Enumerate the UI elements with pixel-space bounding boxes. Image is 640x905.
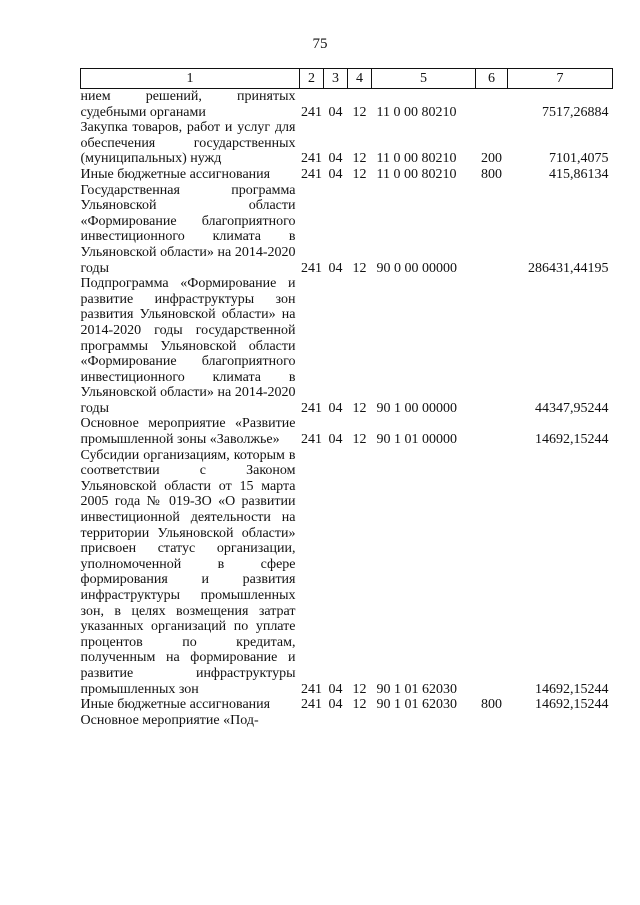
row-code-target: 11 0 00 80210 [376,151,457,167]
row-code-ministry: 241 [301,260,322,276]
column-header: 4 [348,69,372,89]
row-code-target: 90 1 01 62030 [376,697,457,713]
row-name: Иные бюджетные ассигнования [80,697,271,713]
row-amount: 7101,4075 [549,151,609,167]
row-code-subsection: 12 [352,432,367,448]
row-code-section: 04 [328,104,343,120]
row-code-subsection: 12 [352,400,367,416]
table-row [81,416,613,447]
row-code-target: 90 1 00 00000 [376,400,457,416]
row-amount: 44347,95244 [535,400,609,416]
row-name: Иные бюджетные ассигнования [80,166,271,182]
row-code-ministry: 241 [301,400,322,416]
column-header: 3 [324,69,348,89]
table-row [81,713,613,729]
row-code-target [372,713,476,729]
row-code-section: 04 [328,260,343,276]
row-code-expense-type [476,416,508,447]
row-amount: 14692,15244 [535,681,609,697]
row-name: Закупка товаров, работ и услуг для обеспечения государственных (муниципальных) нужд [80,120,296,167]
column-header: 2 [300,69,324,89]
budget-table [80,68,613,728]
row-amount: 14692,15244 [535,432,609,448]
row-code-expense-type [476,276,508,416]
table-row [81,183,613,277]
column-header: 7 [508,69,613,89]
column-header: 6 [476,69,508,89]
row-code-section: 04 [328,151,343,167]
row-name: Основное мероприятие «Под- [80,712,259,728]
row-code-subsection [348,713,372,729]
row-name: Субсидии организациям, которым в соответствии с Законом Ульяновской области от 15 марта 2005 года № 019-ЗО «О развитии инвестиционной деятельности на территории Ульяновской области» присвоен статус организации, уполномоченной в сфере формирования и развития инфраструктуры промышленных зон, в целях возмещения затрат указанных организаций по уплате процентов по кредитам, полученным на формирование и развитие инфраструктуры промышленных зон [80,447,296,697]
row-code-target: 90 1 01 00000 [376,432,457,448]
row-name: Государственная программа Ульяновской области «Формирование благоприятного инвестиционного климата в Ульяновской области» на 2014-2020 годы [80,182,296,276]
row-code-expense-type [476,89,508,121]
row-code-expense-type: 800 [481,166,502,182]
row-code-section: 04 [328,681,343,697]
row-code-subsection: 12 [352,697,367,713]
row-code-section [324,713,348,729]
row-code-subsection: 12 [352,260,367,276]
row-code-target: 11 0 00 80210 [376,104,457,120]
row-code-target: 90 1 01 62030 [376,681,457,697]
row-code-subsection: 12 [352,151,367,167]
row-code-section: 04 [328,697,343,713]
table-row [81,697,613,713]
row-name: Подпрограмма «Формирование и развитие инфраструктуры зон развития Ульяновской области» на 2014-2020 годы государственной программы Ульяновской области «Формирование благоприятного инвестиционного климата в Ульяновской области» на 2014-2020 годы [80,276,296,416]
row-amount: 415,86134 [549,166,609,182]
row-code-ministry: 241 [301,166,322,182]
row-code-expense-type [476,448,508,698]
row-code-ministry [300,713,324,729]
row-code-section: 04 [328,400,343,416]
row-name: нием решений, принятых судебными органами [80,89,296,120]
table-row [81,448,613,698]
table-row [81,276,613,416]
table-row [81,167,613,183]
row-amount: 14692,15244 [535,697,609,713]
row-code-section: 04 [328,432,343,448]
row-amount: 286431,44195 [528,260,609,276]
row-code-subsection: 12 [352,681,367,697]
row-code-ministry: 241 [301,151,322,167]
row-code-expense-type [476,713,508,729]
row-code-subsection: 12 [352,166,367,182]
table-row [81,120,613,167]
row-code-expense-type: 800 [481,697,502,713]
table-header-row [81,69,613,89]
row-amount: 7517,26884 [542,104,609,120]
row-amount [508,713,613,729]
row-code-expense-type: 200 [481,151,502,167]
page-number: 75 [312,36,328,52]
row-code-ministry: 241 [301,104,322,120]
row-code-target: 11 0 00 80210 [376,166,457,182]
row-code-ministry: 241 [301,681,322,697]
column-header: 1 [81,69,300,89]
row-code-section: 04 [328,166,343,182]
column-header: 5 [372,69,476,89]
row-code-target: 90 0 00 00000 [376,260,457,276]
row-code-subsection: 12 [352,104,367,120]
row-code-ministry: 241 [301,697,322,713]
row-code-ministry: 241 [301,432,322,448]
table-row [81,89,613,121]
row-code-expense-type [476,183,508,277]
row-name: Основное мероприятие «Развитие промышленной зоны «Заволжье» [80,416,296,448]
